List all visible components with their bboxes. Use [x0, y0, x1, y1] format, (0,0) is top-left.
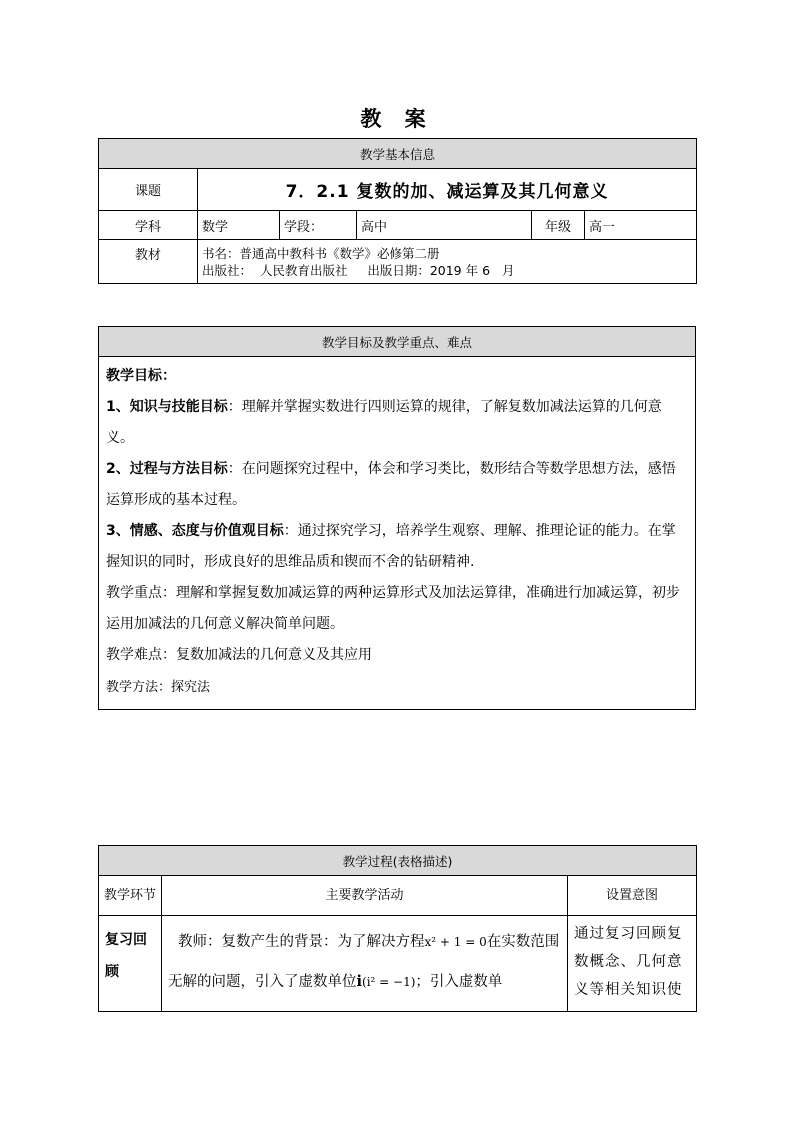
- row-activity-review: [162, 916, 568, 1012]
- process-table: [98, 845, 697, 1012]
- column-stage: 教学环节: [99, 876, 162, 916]
- goal-item-3-text: ：通过探究学习，培养学生观察、理解、推理论证的能力。在掌握知识的同时，形成良好的思维品质和锲而不舍的钻研精神.: [106, 523, 676, 570]
- activity-text-a: 教师：复数产生的背景：为了解决方程: [178, 934, 425, 950]
- teaching-method: 教学方法：探究法: [106, 680, 211, 695]
- row-intent-review: 通过复习回顾复数概念、几何意义等相关知识使: [568, 916, 697, 1012]
- equation-2: (i² = −1): [362, 975, 416, 989]
- imaginary-unit: i: [356, 973, 363, 990]
- subject-value: 数学: [198, 211, 280, 240]
- goal-item-1: [106, 392, 688, 454]
- goal-item-3-label: 3、情感、态度与价值观目标: [106, 523, 284, 539]
- objectives-header: 教学目标及教学重点、难点: [99, 327, 696, 357]
- stage-value: 高中: [357, 211, 532, 240]
- stage-label: 学段：: [280, 211, 357, 240]
- key-point: 教学重点：理解和掌握复数加减运算的两种运算形式及加法运算律，准确进行加减运算，初步运用加减法的几何意义解决简单问题。: [106, 585, 680, 632]
- goal-item-1-label: 1、知识与技能目标: [106, 399, 228, 415]
- textbook-name: 书名：普通高中教科书《数学》必修第二册: [202, 245, 440, 261]
- goal-item-2-text: ：在问题探究过程中，体会和学习类比，数形结合等数学思想方法，感悟运算形成的基本过程。: [106, 461, 676, 508]
- basic-info-header: 教学基本信息: [99, 139, 697, 169]
- textbook-label: 教材: [99, 240, 198, 284]
- topic-value: 7．2.1 复数的加、减运算及其几何意义: [198, 169, 697, 211]
- objectives-table: [98, 326, 696, 710]
- row-stage-review: 复习回顾: [99, 916, 162, 1012]
- goal-item-2-label: 2、过程与方法目标: [106, 461, 228, 477]
- column-activity: 主要教学活动: [162, 876, 568, 916]
- grade-value: 高一: [585, 211, 697, 240]
- subject-label: 学科: [99, 211, 198, 240]
- activity-text-c: ；引入虚数单: [415, 974, 503, 990]
- difficulty: 教学难点：复数加减法的几何意义及其应用: [106, 647, 372, 663]
- activity-text-b: 在实数范围无解的问题，引入了虚数单位: [168, 934, 560, 990]
- grade-label: 年级: [532, 211, 585, 240]
- equation-1: x² + 1 = 0: [424, 935, 487, 949]
- goal-title: 教学目标：: [106, 368, 176, 384]
- column-intent: 设置意图: [568, 876, 697, 916]
- goal-item-2: [106, 454, 688, 516]
- objectives-body: [99, 357, 696, 710]
- textbook-info: [198, 240, 697, 284]
- document-title: 教 案: [360, 107, 434, 131]
- goal-item-1-text: ：理解并掌握实数进行四则运算的规律，了解复数加减法运算的几何意义。: [106, 399, 662, 446]
- goal-item-3: [106, 516, 688, 578]
- textbook-publisher: 出版社： 人民教育出版社 出版日期：2019 年 6 月: [202, 262, 515, 278]
- basic-info-table: [98, 138, 697, 284]
- topic-label: 课题: [99, 169, 198, 211]
- process-header: 教学过程(表格描述): [99, 846, 697, 876]
